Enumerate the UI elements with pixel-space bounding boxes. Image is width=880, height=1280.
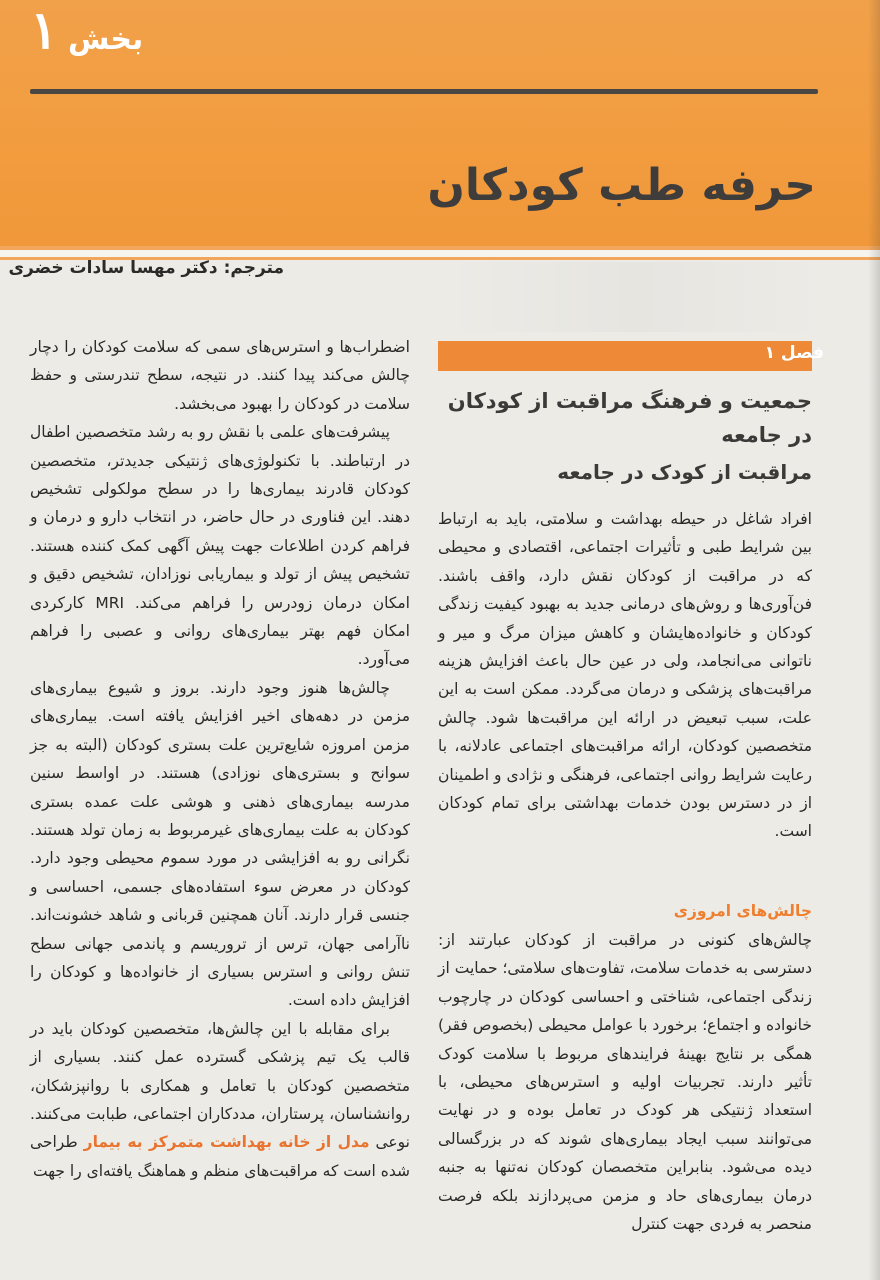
left-paragraph-4 <box>30 1015 410 1185</box>
chapter-bar <box>438 341 812 371</box>
paragraph-4-start: برای مقابله با این چالش‌ها، متخصصین کودکان باید در قالب یک تیم پزشکی گسترده عمل کنند. بسیاری از متخصصین کودکان با تعامل و همکاری با روانپزشکان، روانشناسان، پرستاران، مددکاران اجتماعی، طبابت می‌کنند. نوعی <box>30 1019 410 1152</box>
part-banner <box>0 0 880 246</box>
challenges-paragraph: چالش‌های کنونی در مراقبت از کودکان عبارتند از: دسترسی به خدمات سلامت، تفاوت‌های سلامتی؛ حمایت از زندگی اجتماعی، شناختی و احساسی کودکان در چارچوب خانواده و اجتماع؛ برخورد با عوامل محیطی (بخصوص فقر) همگی بر نتایج بهینهٔ فرایندهای مربوط با سلامت کودک تأثیر دارند. تجربیات اولیه و استرس‌های محیطی، با استعداد ژنتیکی هر کودک در تعامل بوده و در نهایت می‌توانند سبب ایجاد بیماری‌های شوند که در بزرگسالی دیده می‌شود. بنابراین متخصصان کودکان نه‌تنها به جنبه درمان بیماری‌های حاد و مزمن می‌پردازند بلکه فرصت منحصر به فردی جهت کنترل <box>438 931 812 1234</box>
right-column-intro <box>438 505 812 846</box>
page-edge-shadow <box>868 0 880 1280</box>
section-subtitle: مراقبت از کودک در جامعه <box>557 460 812 484</box>
intro-paragraph: افراد شاغل در حیطه بهداشت و سلامتی، باید به ارتباط بین شرایط طبی و تأثیرات اجتماعی، اقتصادی و محیطی که در مراقبت از کودکان نقش دارد، واقف باشند. فن‌آوری‌ها و روش‌های درمانی جدید به بهبود کیفیت زندگی کودکان و خانواده‌هایشان و کاهش میزان مرگ و میر و ناتوانی می‌انجامد، ولی در عین حال باعث افزایش هزینه مراقبت‌های پزشکی و درمان می‌گردد. ممکن است به این علت، سبب تبعیض در ارائه این مراقبت‌ها شود. چالش متخصصین کودکان، ارائه مراقبت‌های اجتماعی عادلانه، با رعایت شرایط روانی اجتماعی، فرهنگی و نژادی و اطمینان از در دسترس بودن خدمات بهداشتی برای تمام کودکان است. <box>438 510 812 841</box>
banner-divider <box>30 89 818 94</box>
paragraph-4-end: طراحی شده است که مراقبت‌های منظم و هماهنگ یافته‌ای را جهت <box>30 1133 410 1180</box>
chapter-title: جمعیت و فرهنگ مراقبت از کودکان در جامعه <box>447 389 812 447</box>
bleed-through-shade <box>450 262 820 332</box>
part-title: حرفه طب کودکان <box>427 160 816 211</box>
left-column <box>30 333 410 1185</box>
left-paragraph-1: اضطراب‌ها و استرس‌های سمی که سلامت کودکان را دچار چالش می‌کند پیدا کنند. در نتیجه، سطح تندرستی و حفظ سلامت در کودکان را بهبود می‌بخشد. <box>30 338 410 413</box>
left-paragraph-3: چالش‌ها هنوز وجود دارند. بروز و شیوع بیماری‌های مزمن در دهه‌های اخیر افزایش یافته است. بیماری‌های مزمن امروزه شایع‌ترین علت بستری کودکان (البته به جز سوانح و بستری‌های نوزادی) هستند. در اواسط سنین مدرسه بیماری‌های ذهنی و هوشی علت عمده بستری کودکان به علت بیماری‌های غیرمربوط به زمان تولد هستند. نگرانی رو به افزایشی در مورد سموم محیطی وجود دارد. کودکان در معرض سوء استفاده‌های جسمی، احساسی و جنسی قرار دارند. آنان همچنین قربانی و شاهد خشونت‌اند. ناآرامی جهان، ترس از تروریسم و پاندمی جهانی سطح تنش روانی و استرس بسیاری از خانواده‌ها و کودکان را افزایش داده است. <box>30 678 410 1010</box>
translator-credit: مترجم: دکتر مهسا سادات خضری <box>8 258 284 278</box>
section-number: ۱ <box>30 0 58 61</box>
highlighted-term: مدل از خانه بهداشت متمرکز به بیمار <box>83 1133 370 1152</box>
right-column-challenges <box>438 926 812 1238</box>
chapter-label: فصل ۱ <box>764 343 824 363</box>
section-label: بخش <box>68 22 144 57</box>
challenges-heading: چالش‌های امروزی <box>673 902 812 920</box>
left-paragraph-2: پیشرفت‌های علمی با نقش رو به رشد متخصصین اطفال در ارتباطند. با تکنولوژی‌های ژنتیکی جدیدتر، متخصصین کودکان قادرند بیماری‌ها را در سطح مولکولی تشخیص دهند. این فناوری در حال حاضر، در انتخاب دارو و درمان و فراهم کردن اطلاعات جهت پیش آگهی کمک کننده هستند. تشخیص پیش از تولد و بیماریابی نوزادان، تشخیص دقیق و امکان درمان زودرس را فراهم می‌کند. MRI کارکردی امکان فهم بهتر بیماری‌های روانی و عصبی را فراهم می‌آورد. <box>30 423 410 669</box>
